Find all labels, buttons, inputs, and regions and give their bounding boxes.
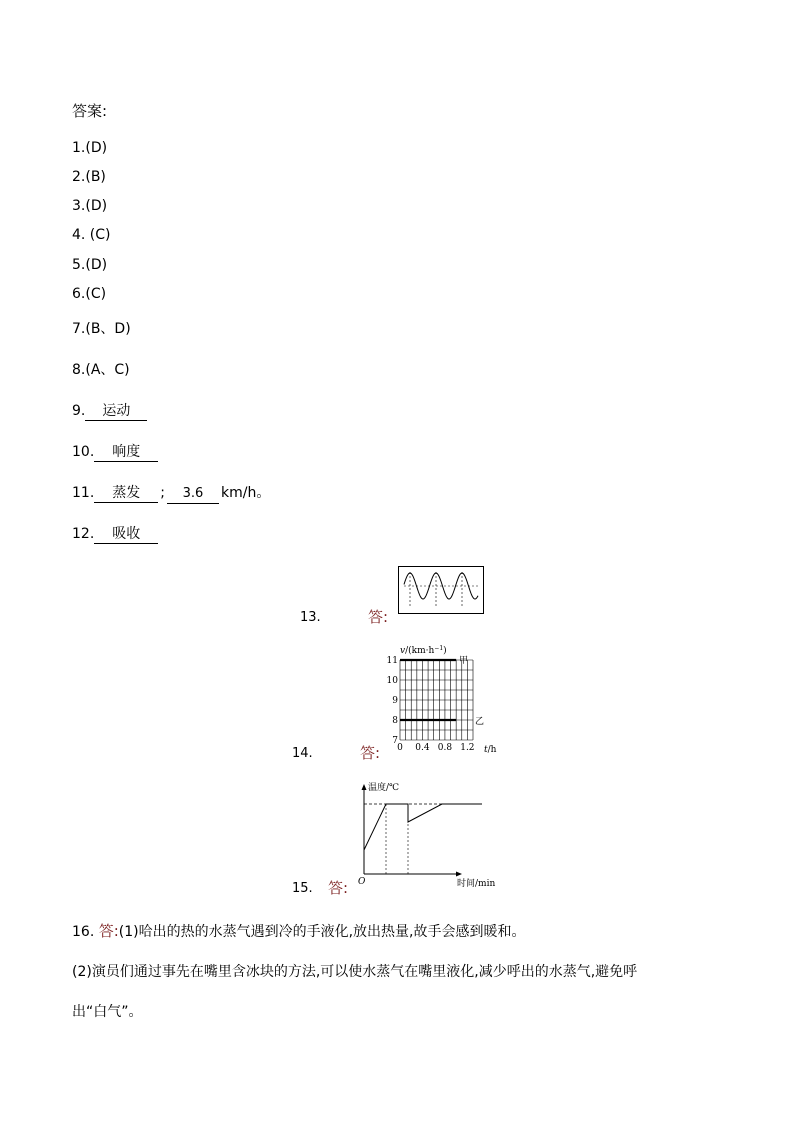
answer-11-separator: ; [160,485,165,501]
answer-7: 7.(B、D) [72,321,131,337]
y-tick-label: 7 [392,736,398,746]
q16-number: 16. [72,924,95,940]
x-tick-label: 0.8 [437,743,453,753]
x-tick-label: 0 [397,743,403,753]
q15-origin: O [358,877,366,887]
y-tick-label: 9 [392,696,398,706]
q14-ylabel: $v/(km\cdot h^{-1})$ [400,645,447,656]
answer-5: 5.(D) [72,257,108,273]
series-label-yi: 乙 [475,717,485,727]
q16-part2-line2: 出“白气”。 [72,1004,143,1020]
answer-heading: 答案: [72,102,108,120]
x-tick-label: 1.2 [460,743,475,753]
answer-11-number: 11. [72,485,95,501]
answer-11-fill-1: 蒸发 [94,484,158,503]
q15-ylabel: 温度/℃ [368,783,400,793]
q13-answer-label: 答: [368,608,389,626]
q14-xlabel: t/h [484,745,497,755]
answer-12-number: 12. [72,526,95,542]
q16-part1-line [72,921,526,942]
q15-number: 15. [292,881,313,896]
q13-waveform-figure [398,566,484,614]
answer-6: 6.(C) [72,286,107,302]
q15-answer-label: 答: [328,879,349,897]
x-tick-label: 0.4 [415,743,430,753]
q15-xlabel: 时间/min [457,879,496,889]
q16-part2-line1: (2)演员们通过事先在嘴里含冰块的方法,可以使水蒸气在嘴里液化,减少呼出的水蒸气,避免呼 [72,964,638,980]
answer-10-fill: 响度 [94,443,158,462]
answer-12 [72,524,158,544]
answer-3: 3.(D) [72,198,108,214]
answer-4: 4. (C) [72,227,111,243]
answer-12-fill: 吸收 [94,525,158,544]
q16-answer-label: 答: [98,922,119,940]
answer-8: 8.(A、C) [72,362,130,378]
answer-1: 1.(D) [72,140,108,156]
answer-9-fill: 运动 [85,402,147,421]
answer-10 [72,442,158,462]
answer-9-number: 9. [72,403,86,419]
q14-answer-label: 答: [360,744,381,762]
q14-velocity-chart [386,642,506,754]
answer-11-fill-2: 3.6 [167,485,219,504]
answer-11-unit: km/h。 [220,485,271,501]
answer-10-number: 10. [72,444,95,460]
y-tick-label: 8 [392,716,398,726]
answer-2: 2.(B) [72,169,106,185]
y-tick-label: 10 [386,676,398,686]
q13-number: 13. [300,610,321,625]
answer-11 [72,483,270,504]
series-label-jia: 甲 [459,656,469,666]
q15-temperature-chart [352,780,508,890]
y-tick-label: 11 [386,656,398,666]
q14-number: 14. [292,746,313,761]
q16-part1: (1)哈出的热的水蒸气遇到冷的手液化,放出热量,故手会感到暖和。 [118,924,526,940]
answer-9 [72,401,147,421]
